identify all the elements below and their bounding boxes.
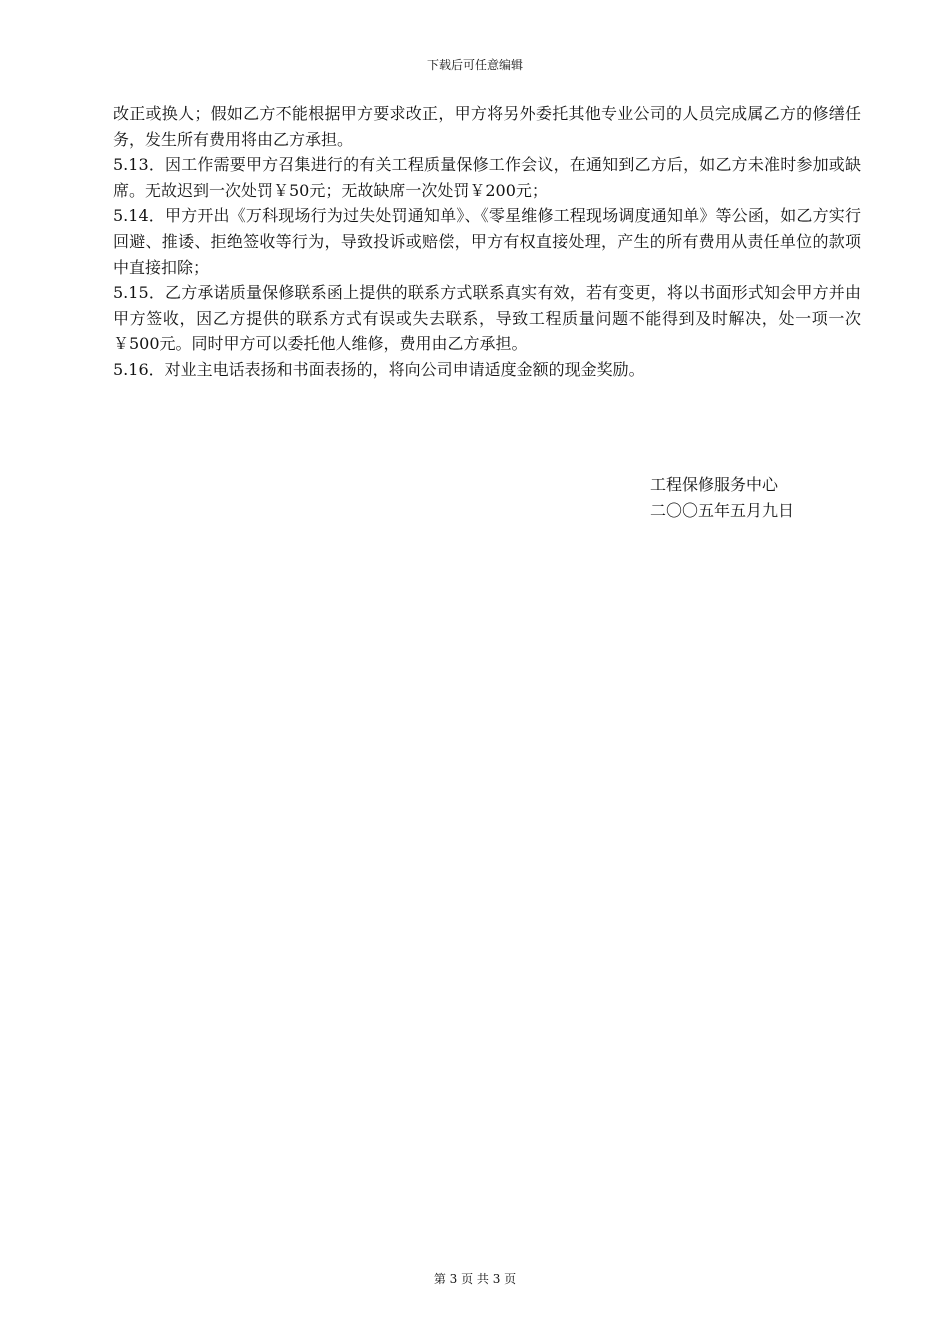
document-body: [113, 101, 861, 383]
signature-block: [650, 472, 794, 523]
paragraph-5-15: 5.15．乙方承诺质量保修联系函上提供的联系方式联系真实有效，若有变更，将以书面形式知会甲方并由甲方签收，因乙方提供的联系方式有误或失去联系，导致工程质量问题不能得到及时解决，处一项一次￥500元。同时甲方可以委托他人维修，费用由乙方承担。: [113, 283, 861, 354]
page-footer: 第 3 页 共 3 页: [433, 1272, 517, 1286]
paragraph-5-14: 5.14．甲方开出《万科现场行为过失处罚通知单》、《零星维修工程现场调度通知单》等公函，如乙方实行回避、推诿、拒绝签收等行为，导致投诉或赔偿，甲方有权直接处理，产生的所有费用从责任单位的款项中直接扣除；: [113, 206, 861, 277]
signature-organization: 工程保修服务中心: [650, 475, 779, 494]
paragraph-continuation: 改正或换人；假如乙方不能根据甲方要求改正，甲方将另外委托其他专业公司的人员完成属乙方的修缮任务，发生所有费用将由乙方承担。: [113, 104, 861, 149]
paragraph-5-16: 5.16．对业主电话表扬和书面表扬的，将向公司申请适度金额的现金奖励。: [113, 359, 645, 379]
page-header: 下载后可任意编辑: [426, 58, 523, 72]
paragraph-5-13: 5.13．因工作需要甲方召集进行的有关工程质量保修工作会议，在通知到乙方后，如乙方未准时参加或缺席。无故迟到一次处罚￥50元；无故缺席一次处罚￥200元；: [113, 155, 861, 200]
signature-date: 二〇〇五年五月九日: [650, 500, 795, 520]
